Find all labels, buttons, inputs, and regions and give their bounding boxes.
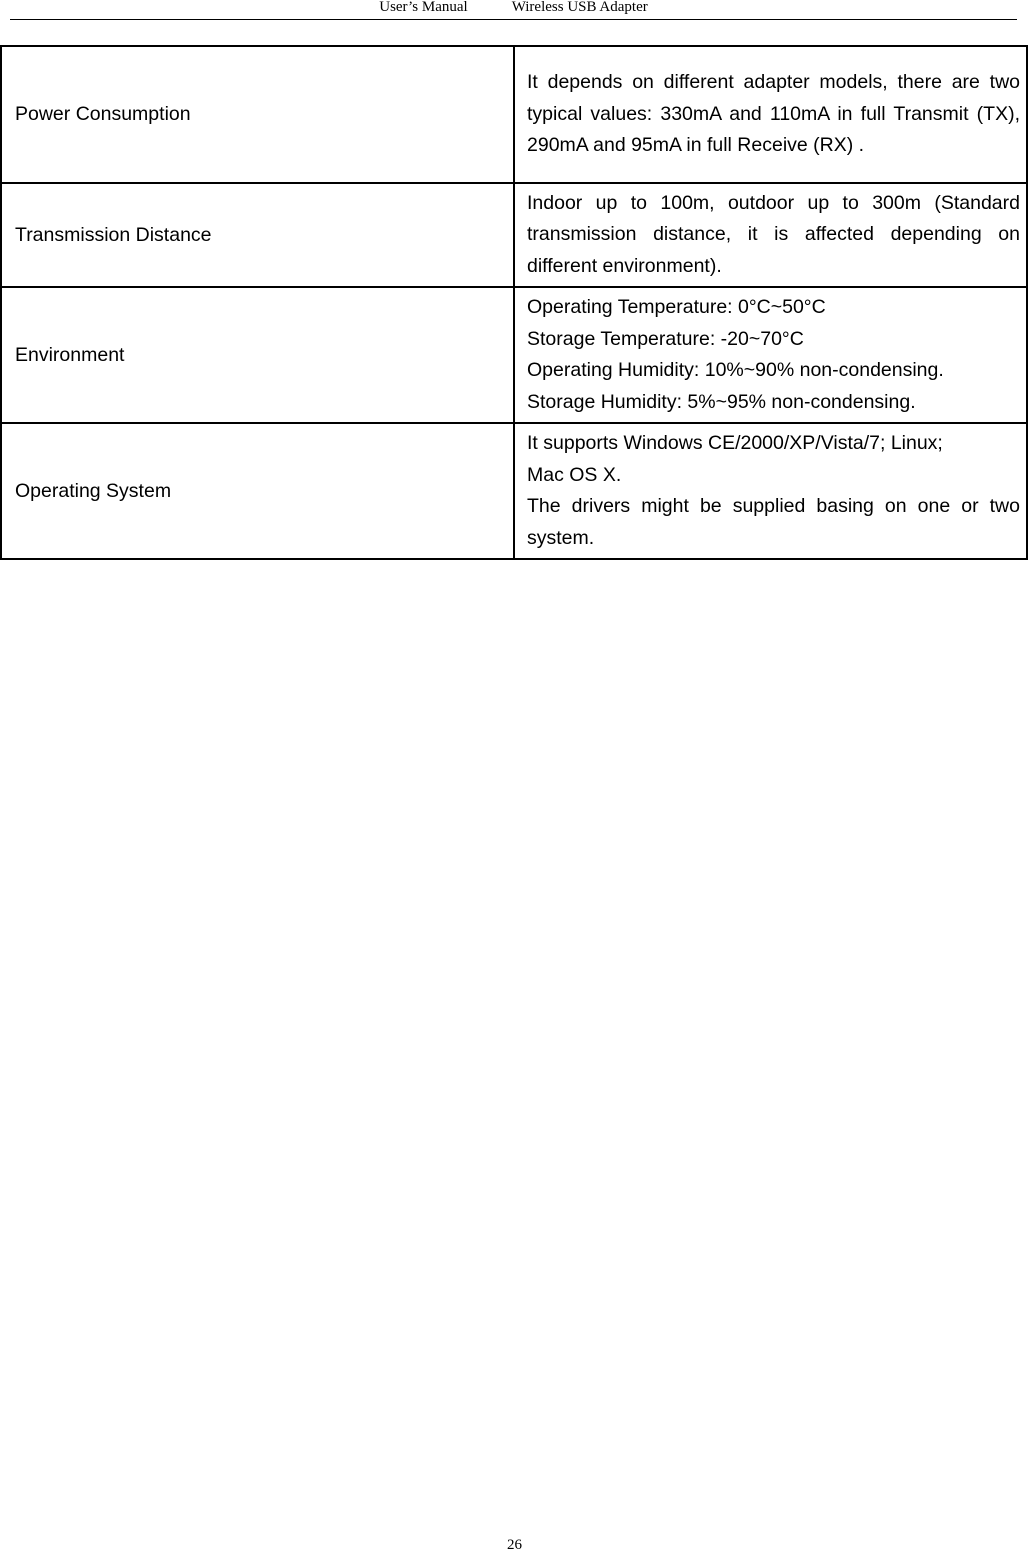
spec-value — [514, 46, 1027, 183]
spec-row-environment — [1, 287, 1027, 423]
header-manual-title: User’s Manual — [379, 0, 468, 15]
spec-value-line: Operating Temperature: 0°C~50°C — [527, 296, 826, 318]
spec-value-line: Mac OS X. — [527, 463, 622, 486]
spec-value-line: It supports Windows CE/2000/XP/Vista/7; Linux; — [527, 432, 943, 454]
spec-value — [514, 287, 1027, 423]
spec-row-power-consumption — [1, 46, 1027, 183]
spec-value — [514, 423, 1027, 559]
spec-value-line: Storage Temperature: -20~70°C — [527, 327, 804, 350]
spec-value-line: It depends on different adapter models, there are two typical values: 330mA and 110mA in full Transmit (TX), 290mA and 95mA in full Receive (RX) . — [527, 71, 1020, 157]
spec-value-line: Operating Humidity: 10%~90% non-condensing. — [527, 359, 944, 381]
spec-label: Power Consumption — [1, 46, 514, 183]
spec-value-line: The drivers might be supplied basing on one or two system. — [527, 495, 1020, 549]
spec-label: Operating System — [1, 423, 514, 559]
spec-value-line: Indoor up to 100m, outdoor up to 300m (Standard transmission distance, it is affected depending on different environment). — [527, 191, 1020, 277]
page-number: 26 — [507, 1537, 522, 1553]
spec-label: Environment — [1, 287, 514, 423]
header-product-title: Wireless USB Adapter — [511, 0, 648, 15]
spec-row-transmission-distance — [1, 183, 1027, 287]
spec-value-line: Storage Humidity: 5%~95% non-condensing. — [527, 390, 916, 413]
page-header — [10, 0, 1017, 20]
spec-label: Transmission Distance — [1, 183, 514, 287]
spec-value — [514, 183, 1027, 287]
spec-row-operating-system — [1, 423, 1027, 559]
specifications-table — [0, 45, 1028, 560]
